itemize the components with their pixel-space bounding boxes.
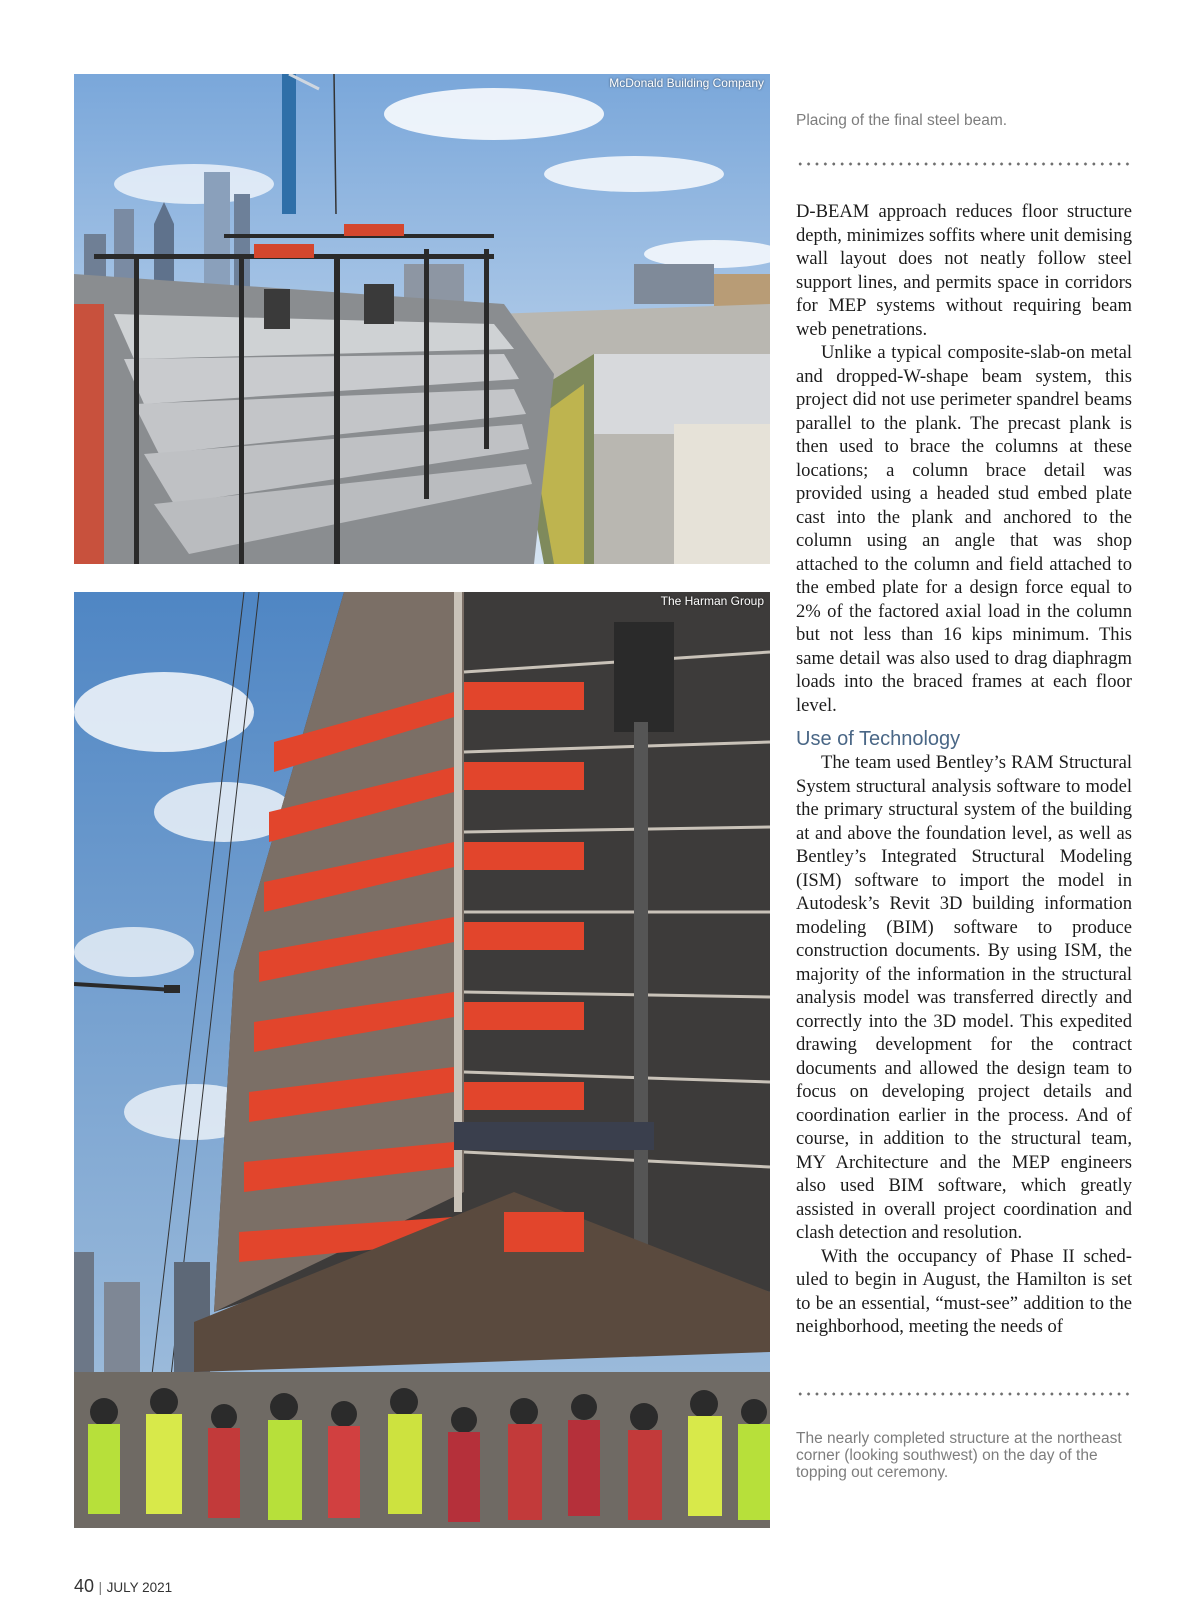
section-heading: Use of Technology [796,728,961,750]
photo-caption: The nearly completed structure at the northeast corner (looking southwest) on the day of the topping out ceremony. [796,1430,1122,1481]
page-number: 40 [74,1576,95,1596]
photo-steel-beam-placement [74,74,770,564]
dotted-divider [796,1392,1132,1396]
photo-credit: McDonald Building Company [609,76,764,90]
photo-caption: Placing of the final steel beam. [796,112,1008,129]
photo-credit: The Harman Group [660,594,764,608]
body-paragraph: D-BEAM approach reduces floor structure depth, minimizes soffits where unit demising wall layout does not neatly follow steel support lines, and permits space in corridors for MEP systems without requiring beam web penetrations. [796,201,1132,340]
steel-frame-skyline-image [74,74,770,564]
article-body [796,200,1132,1339]
body-paragraph: With the occupancy of Phase II scheduled to begin in August, the Hamilton is set to be an essential, “must-see” addition to the neighborhood, meeting the needs of [796,1245,1132,1337]
page-folio [74,1576,172,1597]
body-paragraph: The team used Bentley’s RAM Structural System structural analysis software to model the primary structural system of the building at and above the foundation level, as well as Bentley’s Integrated Structural Modeling (ISM) software to import the model in Autodesk’s Revit 3D building information modeling (BIM) software to produce construction documents. By using ISM, the majority of the information in the structural analysis model was transferred directly and correctly into the 3D model. This expedited drawing development for the contract documents and allowed the design team to focus on developing project details and coordination earlier in the process. And of course, in addition to the structural team, MY Architecture and the MEP engineers also used BIM software, which greatly assisted in overall project coordination and clash detection and resolution. [796,752,1132,1243]
folio-separator: | [98,1579,103,1595]
photo-topping-out-ceremony [74,592,770,1528]
dotted-divider [796,162,1132,166]
issue-date: JULY 2021 [106,1580,173,1595]
body-paragraph: Unlike a typical composite-slab-on metal and dropped-W-shape beam system, this project did not use perimeter spandrel beams parallel to the plank. The precast plank is then used to brace the columns at these locations; a column brace detail was provided using a headed stud embed plate cast into the plank and anchored to the column using an angle that was shop attached to the column and field attached to the embed plate for a design force equal to 2% of the factored axial load in the column but not less than 16 kips minimum. This same detail was also used to drag diaphragm loads into the braced frames at each floor level. [796,342,1132,716]
building-crowd-image [74,592,770,1528]
